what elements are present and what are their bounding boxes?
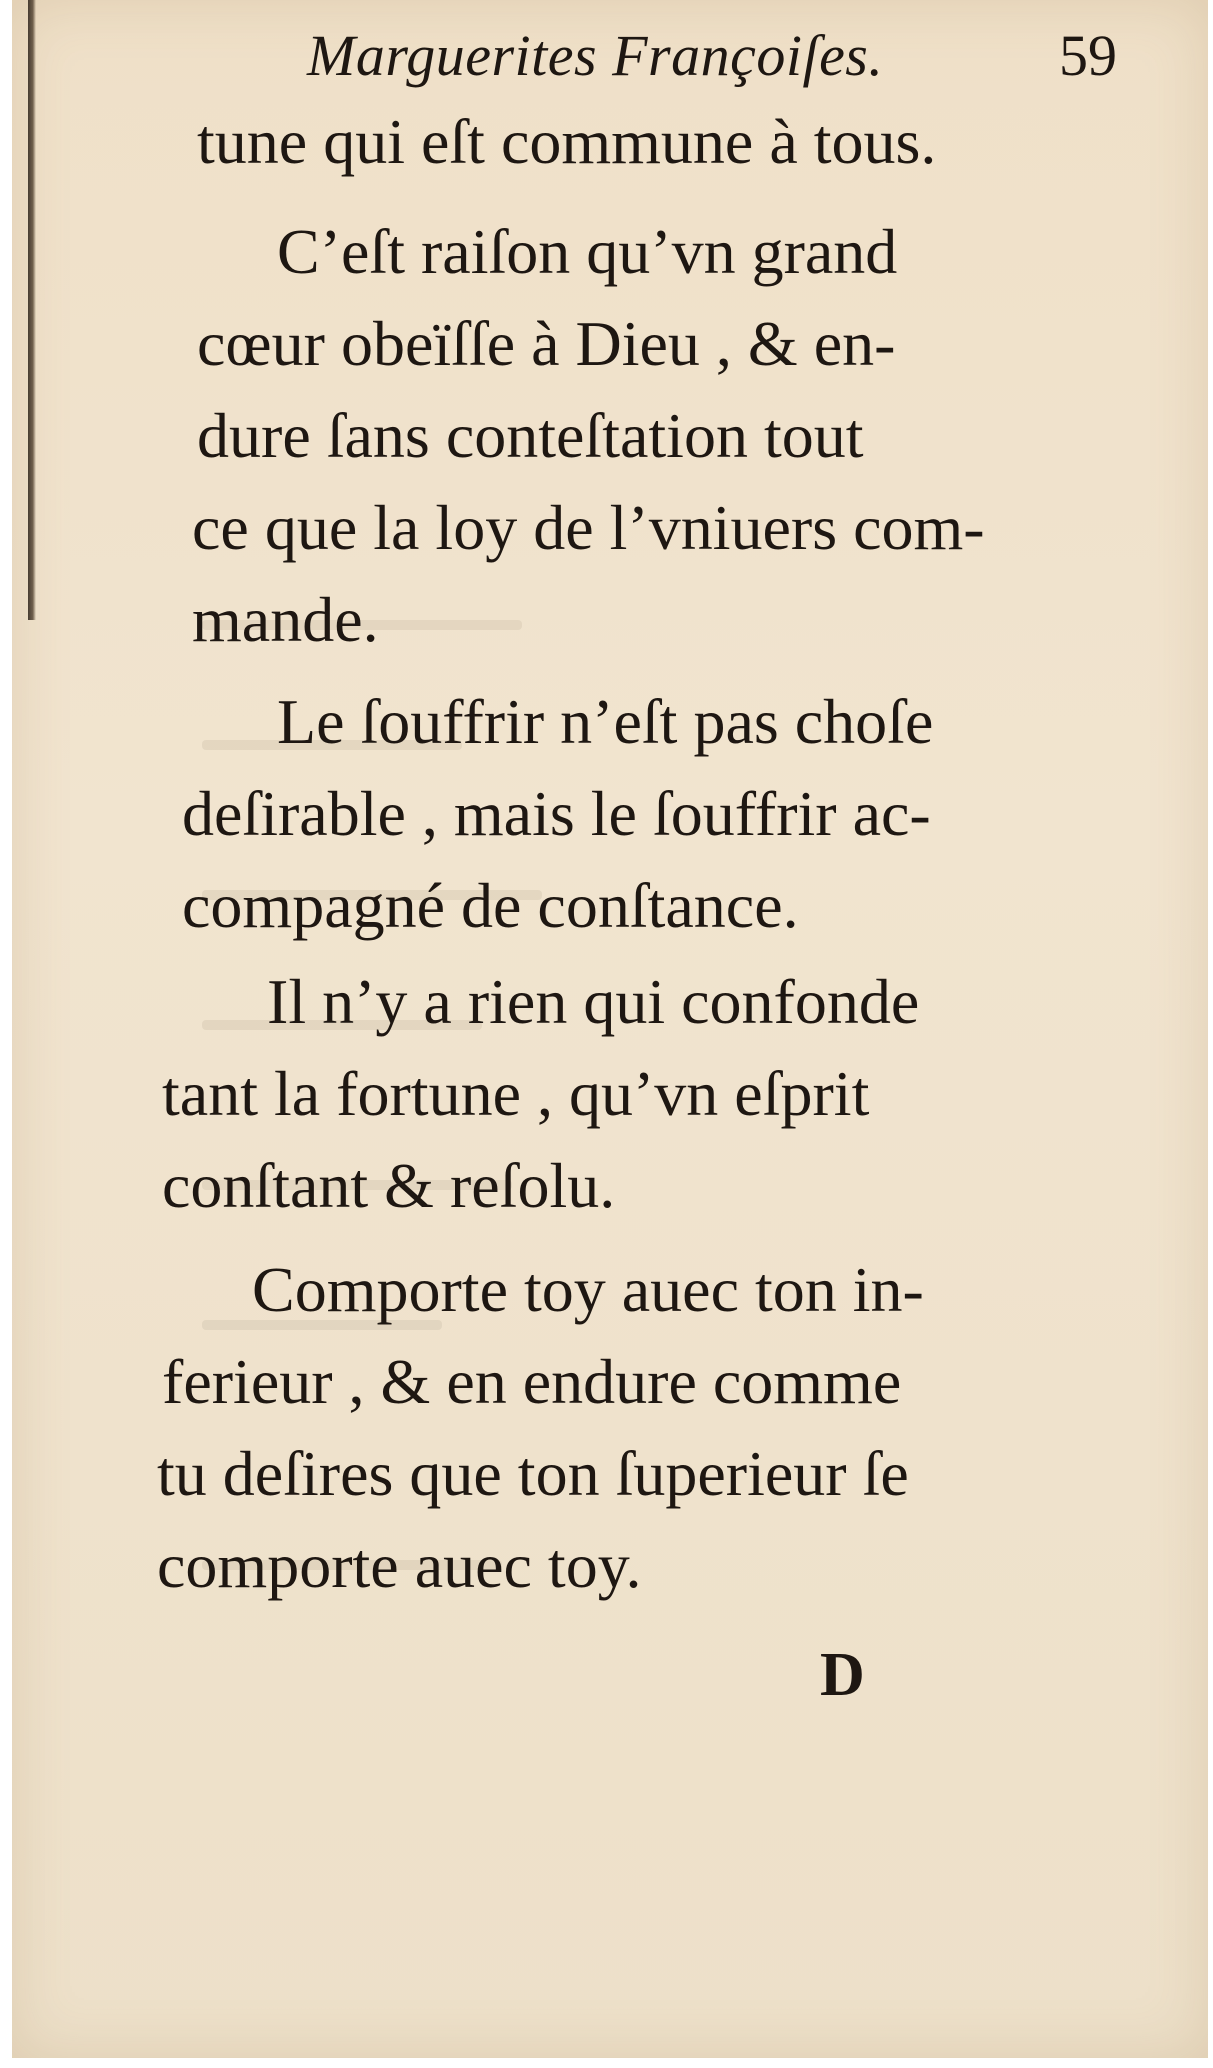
text-line: ferieur , & en endure comme [162, 1346, 902, 1417]
text-line: C’eſt raiſon qu’vn grand [277, 216, 898, 287]
text-line: Comporte toy auec ton in- [252, 1254, 924, 1325]
text-line: ce que la loy de l’vniuers com- [192, 492, 985, 563]
text-line: comporte auec toy. [157, 1530, 642, 1601]
signature-mark: D [820, 1641, 865, 1709]
text-line: tu deſires que ton ſuperieur ſe [157, 1438, 909, 1509]
text-line: cœur obeïſſe à Dieu , & en- [197, 308, 896, 379]
text-line: tant la fortune , qu’vn eſprit [162, 1058, 870, 1129]
text-line: tune qui eſt commune à tous. [197, 106, 937, 177]
text-line: Il n’y a rien qui confonde [267, 966, 920, 1037]
page-number: 59 [1059, 23, 1117, 88]
text-line: deſirable , mais le ſouffrir ac- [182, 778, 931, 849]
running-header [307, 22, 1117, 102]
page-scan [12, 0, 1208, 2058]
text-line: conſtant & reſolu. [162, 1150, 616, 1221]
text-line: mande. [192, 584, 379, 655]
text-line: dure ſans conteſtation tout [197, 400, 864, 471]
binding-gutter [28, 0, 36, 620]
running-title: Marguerites Françoiſes. [307, 23, 884, 88]
text-line: compagné de conſtance. [182, 870, 799, 941]
text-line: Le ſouffrir n’eſt pas choſe [277, 686, 934, 757]
